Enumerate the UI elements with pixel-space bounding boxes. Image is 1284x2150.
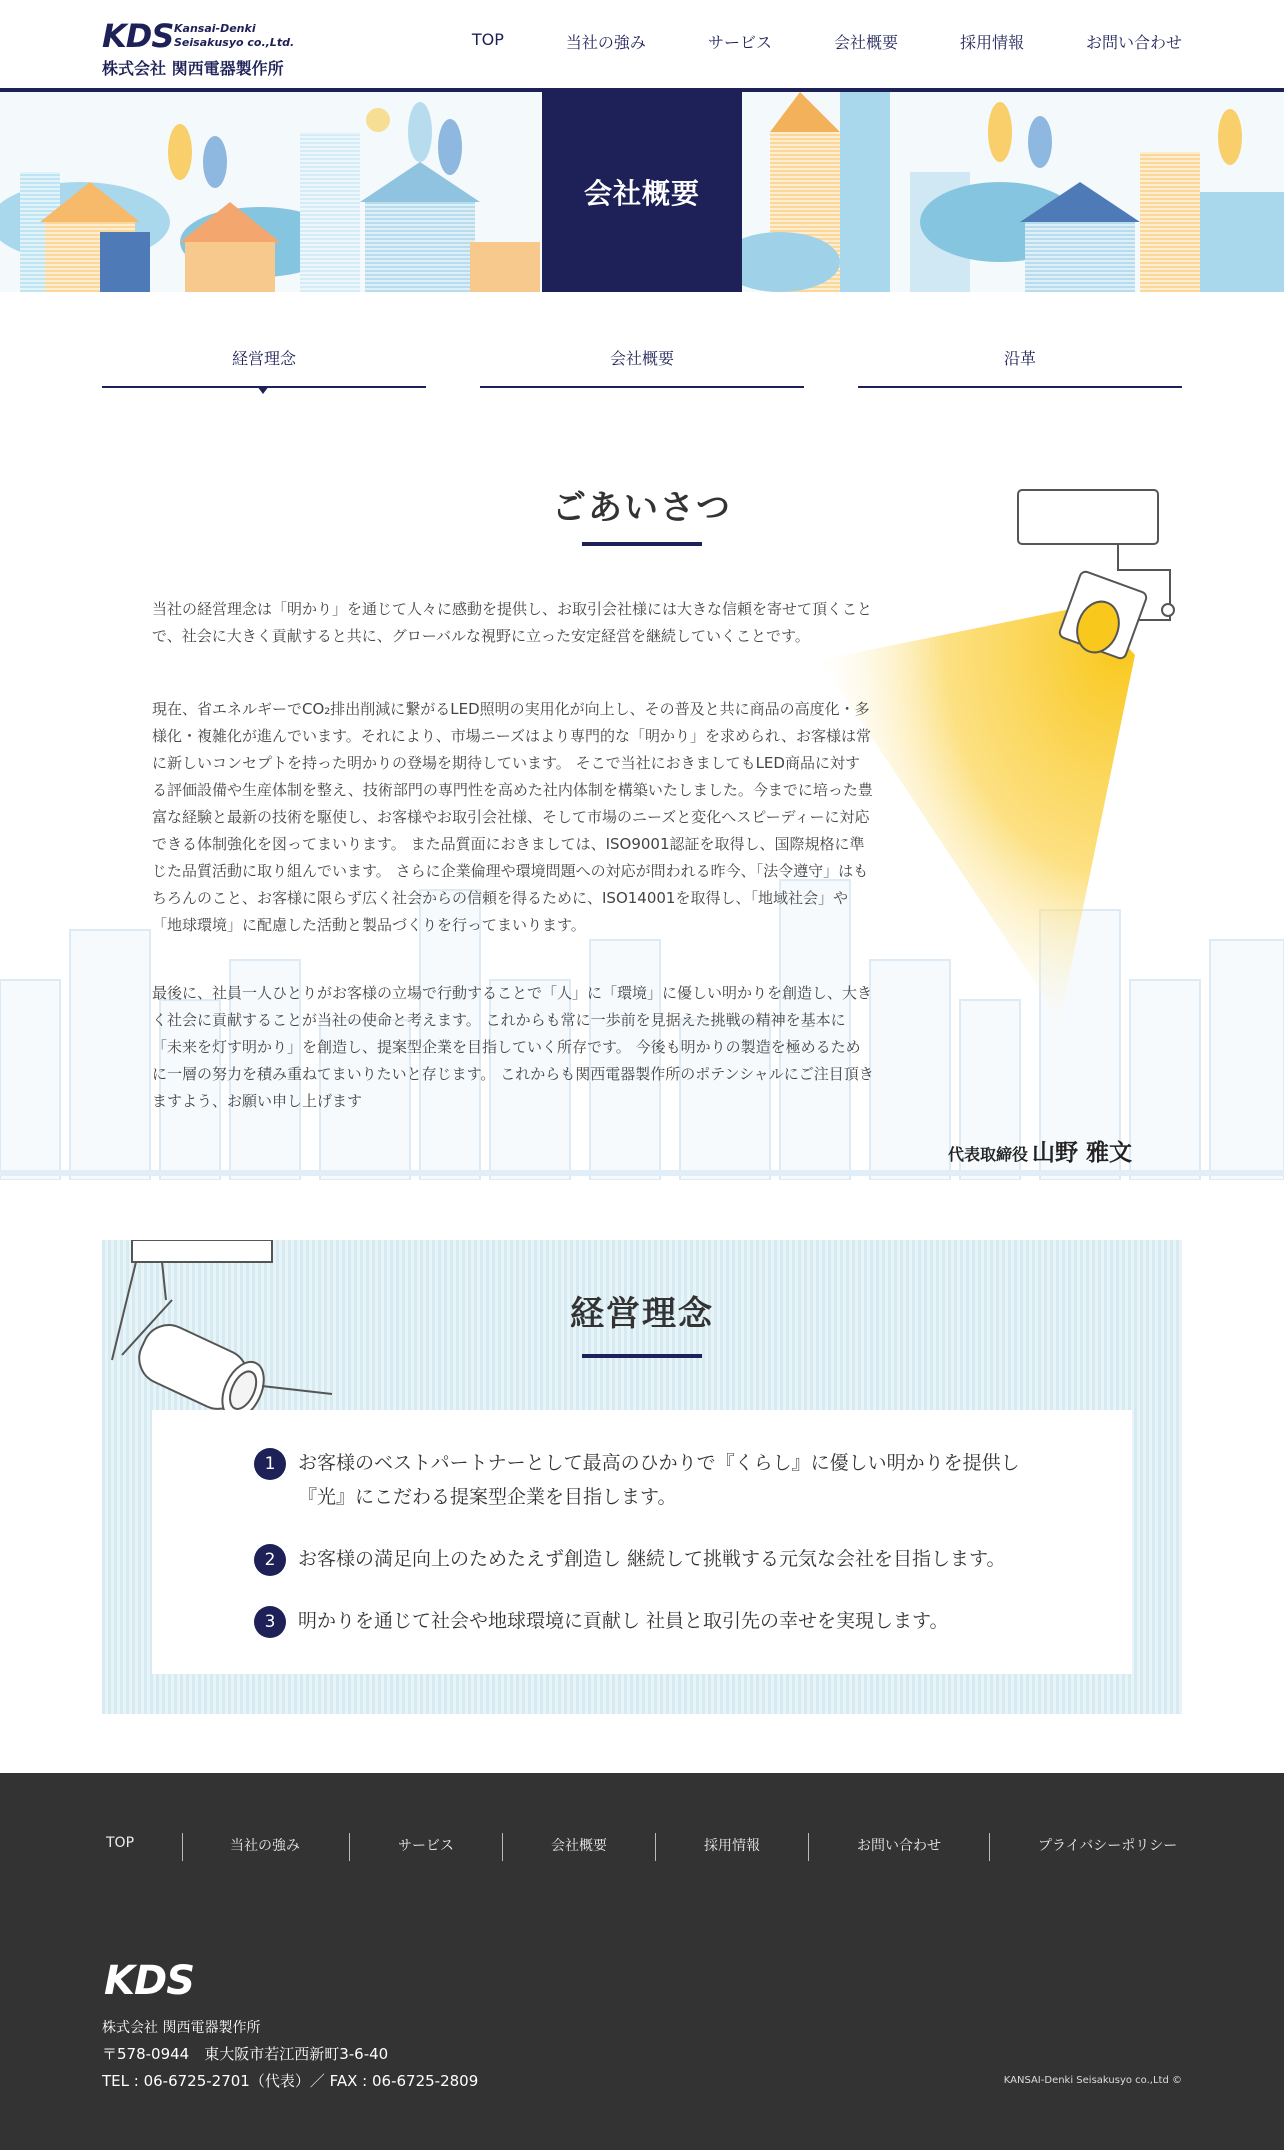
section-tabs (102, 340, 1182, 390)
site-footer (0, 1773, 1284, 2150)
logo-english-name: Kansai-Denki Seisakusyo co.,Ltd. (174, 22, 295, 49)
philosophy-number-badge: 2 (254, 1544, 286, 1576)
footer-nav-recruit[interactable]: 採用情報 (704, 1838, 760, 1854)
footer-nav-top[interactable]: TOP (106, 1835, 135, 1851)
footer-logo[interactable]: KDS (104, 1958, 195, 2004)
greeting-paragraph-1: 当社の経営理念は「明かり」を通じて人々に感動を提供し、お取引会社様には大きな信頼を寄せて頂くことで、社会に大きく貢献すると共に、グローバルな視野に立った安定経営を継続していくことです。 (152, 600, 873, 645)
tab-philosophy[interactable] (102, 340, 426, 388)
greeting-title: ごあいさつ (552, 488, 732, 528)
tab-company-profile-label: 会社概要 (609, 349, 674, 368)
philosophy-number-badge: 3 (254, 1606, 286, 1638)
footer-nav-divider (989, 1833, 990, 1861)
greeting-paragraph-2: 現在、省エネルギーでCO₂排出削減に繋がるLED照明の実用化が向上し、その普及と共に商品の高度化・多様化・複雑化が進んでいます。それにより、市場ニーズはより専門的な「明かり」を求められ、お客様は常に新しいコンセプトを持った明かりの登場を期待しています。 そこで当社におきましてもLED商品に対する評価設備や生産体制を整え、技術部門の専門性を高めた社内体制を構築いたしました。今までに培った豊富な経験と最新の技術を駆使し、お客様やお取引会社様、そして市場のニーズと変化へスピーディーに対応できる体制強化を図ってまいります。 また品質面におきましては、ISO9001認証を取得し、国際規格に準じた品質活動に取り組んでいます。 さらに企業倫理や環境問題への対応が問われる昨今、「法令遵守」はもちろんのこと、お客様に限らず広く社会からの信頼を得るために、ISO14001を取得し、「地域社会」や「地球環境」に配慮した活動と製品づくりを行ってまいります。 (152, 700, 873, 934)
page-title: 会社概要 (583, 177, 700, 210)
footer-nav-divider (808, 1833, 809, 1861)
footer-address: 〒578-0944 東大阪市若江西新町3-6-40 (102, 2045, 389, 2063)
greeting-title-underline (582, 542, 702, 546)
philosophy-item (254, 1546, 1058, 1576)
philosophy-item (254, 1450, 1058, 1514)
footer-nav-strengths[interactable]: 当社の強み (230, 1838, 300, 1854)
hero-title-box (542, 92, 742, 292)
tab-company-profile[interactable] (480, 340, 804, 388)
site-header (0, 0, 1284, 92)
signature-role: 代表取締役 (947, 1145, 1028, 1164)
president-signature (948, 1134, 1132, 1167)
philosophy-text: お客様の満足向上のためたえず創造し 継続して挑戦する元気な会社を目指します。 (298, 1548, 1006, 1570)
philosophy-title: 経営理念 (570, 1294, 714, 1334)
nav-strengths[interactable]: 当社の強み (565, 33, 646, 52)
footer-phone-fax: TEL : 06-6725-2701（代表）／ FAX : 06-6725-2809 (102, 2072, 479, 2090)
tab-philosophy-label: 経営理念 (231, 349, 296, 368)
footer-nav-divider (502, 1833, 503, 1861)
philosophy-title-underline (582, 1354, 702, 1358)
footer-nav (102, 1835, 1182, 1861)
nav-top[interactable]: TOP (471, 30, 504, 49)
logo-japanese-name: 株式会社 関西電器製作所 (102, 59, 284, 78)
copyright: KANSAI-Denki Seisakusyo co.,Ltd © (1003, 2075, 1182, 2086)
logo-mark: KDS (102, 17, 174, 55)
footer-nav-company[interactable]: 会社概要 (551, 1838, 607, 1854)
footer-nav-divider (182, 1833, 183, 1861)
hero-banner (0, 92, 1284, 292)
greeting-paragraph-3: 最後に、社員一人ひとりがお客様の立場で行動することで「人」に「環境」に優しい明かりを創造し、大きく社会に貢献することが当社の使命と考えます。 これからも常に一歩前を見据えた挑戦の精神を基本に「未来を灯す明かり」を創造し、提案型企業を目指していく所存です。 今後も明かりの製造を極めるために一層の努力を積み重ねてまいりたいと存じます。 これからも関西電器製作所のポテンシャルにご注目頂きますよう、お願い申し上げます (152, 984, 874, 1110)
greeting-section (0, 460, 1284, 1180)
global-nav (410, 30, 1182, 53)
footer-nav-services[interactable]: サービス (398, 1838, 454, 1854)
company-logo[interactable] (102, 18, 302, 78)
nav-recruit[interactable]: 採用情報 (959, 33, 1024, 52)
philosophy-text: 明かりを通じて社会や地球環境に貢献し 社員と取引先の幸せを実現します。 (298, 1610, 949, 1632)
footer-company-name: 株式会社 関西電器製作所 (102, 2020, 261, 2036)
nav-company[interactable]: 会社概要 (833, 33, 898, 52)
philosophy-card (152, 1410, 1132, 1674)
tab-history[interactable] (858, 340, 1182, 388)
footer-nav-contact[interactable]: お問い合わせ (857, 1838, 941, 1854)
philosophy-section (102, 1240, 1182, 1714)
footer-nav-privacy[interactable]: プライバシーポリシー (1038, 1838, 1178, 1854)
philosophy-item (254, 1608, 1058, 1638)
footer-nav-divider (655, 1833, 656, 1861)
active-tab-arrow-icon (257, 386, 269, 394)
philosophy-text: お客様のベストパートナーとして最高のひかりで『くらし』に優しい明かりを提供し『光』にこだわる提案型企業を目指します。 (298, 1452, 1020, 1508)
nav-services[interactable]: サービス (707, 33, 772, 52)
nav-contact[interactable]: お問い合わせ (1085, 33, 1182, 52)
philosophy-number-badge: 1 (254, 1448, 286, 1480)
tab-history-label: 沿革 (1003, 349, 1036, 368)
signature-name: 山野 雅文 (1031, 1140, 1132, 1166)
footer-nav-divider (349, 1833, 350, 1861)
